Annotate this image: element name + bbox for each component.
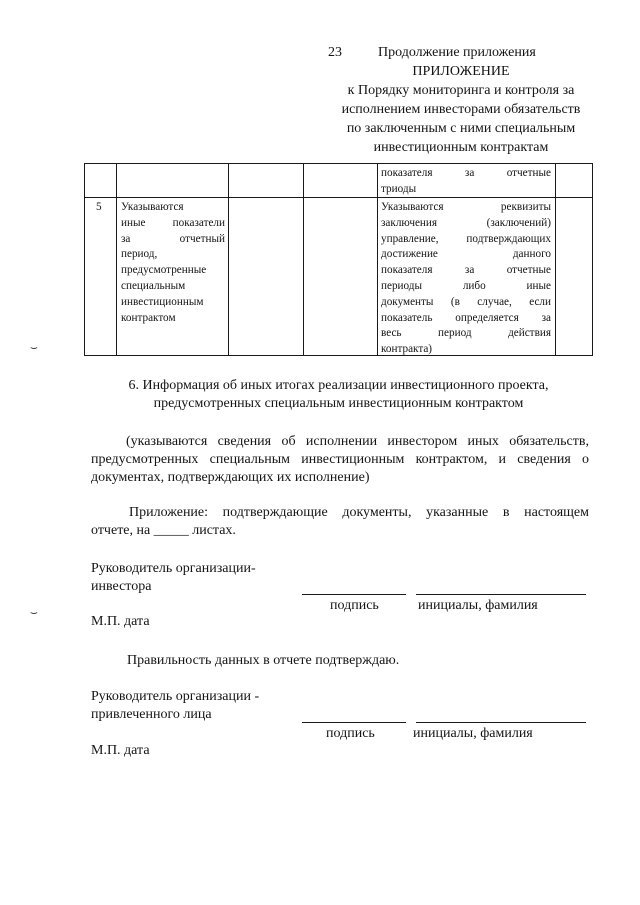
continuation-label: Продолжение приложения (378, 45, 536, 60)
cell-line: контрактом (121, 311, 176, 324)
table-rule (377, 163, 378, 356)
cell-line: управление, подтверждающих (381, 232, 551, 245)
signer-role: инвестора (91, 579, 152, 594)
table-rule (116, 163, 117, 356)
header-line: к Порядку мониторинга и контроля за (347, 83, 575, 98)
stamp-date: М.П. дата (91, 614, 150, 629)
signature-caption: подпись (330, 598, 379, 613)
name-line (416, 722, 586, 723)
instruction-text: документах, подтверждающих их исполнение) (91, 470, 370, 485)
header-line: по заключенным с ними специальным (346, 121, 576, 136)
signer-role: Руководитель организации- (91, 561, 256, 576)
signature-line (302, 722, 406, 723)
table-rule (303, 163, 304, 356)
table-cell-continued (381, 166, 551, 198)
signer-role: привлеченного лица (91, 707, 212, 722)
cell-line: иные показатели (121, 216, 225, 229)
cell-line: специальным (121, 279, 186, 292)
cell-line: весь период действия (381, 327, 551, 340)
appendix-title: ПРИЛОЖЕНИЕ (412, 64, 510, 79)
section-heading: предусмотренных специальным инвестиционным контрактом (153, 396, 524, 411)
cell-line: Указываются реквизиты (381, 201, 551, 213)
table-rule (84, 163, 85, 356)
signature-line (302, 594, 406, 595)
table-rule (555, 163, 556, 356)
cell-line: показателя за отчетные (381, 167, 551, 179)
cell-line: предусмотренные (121, 264, 207, 277)
row-number: 5 (96, 201, 102, 213)
cell-line: триоды (381, 182, 417, 195)
name-caption: инициалы, фамилия (418, 598, 538, 613)
stamp-date: М.П. дата (91, 743, 150, 758)
cell-line: показатель определяется за (381, 311, 551, 324)
signer-role: Руководитель организации - (91, 689, 260, 704)
cell-line: за отчетный (121, 232, 225, 245)
cell-line: период, (121, 248, 158, 261)
indicator-description-cell (121, 200, 225, 326)
section-heading: 6. Информация об иных итогах реализации инвестиционного проекта, (128, 378, 549, 393)
cell-line: контракта) (381, 343, 433, 356)
table-rule (228, 163, 229, 356)
margin-mark: ⌣ (30, 605, 38, 619)
cell-line: Указываются (121, 201, 184, 213)
signature-caption: подпись (326, 726, 375, 741)
instruction-text: (указываются сведения об исполнении инвестором иных обязательств, (126, 434, 589, 449)
confirmation-text: Правильность данных в отчете подтверждаю. (127, 653, 400, 668)
cell-line: показателя за отчетные (381, 264, 551, 277)
table-rule (84, 163, 593, 164)
cell-line: инвестиционным (121, 295, 204, 308)
name-caption: инициалы, фамилия (413, 726, 533, 741)
table-rule (592, 163, 593, 356)
header-line: исполнением инвесторами обязательств (341, 102, 581, 117)
supporting-documents-cell (381, 200, 551, 358)
cell-line: заключения (заключений) (381, 216, 551, 229)
appendix-note: отчете, на _____ листах. (91, 523, 236, 538)
cell-line: периоды либо иные (381, 279, 551, 292)
cell-line: достижение данного (381, 248, 551, 261)
appendix-note: Приложение: подтверждающие документы, указанные в настоящем (129, 505, 589, 520)
margin-mark: ⌣ (30, 340, 38, 354)
cell-line: документы (в случае, если (381, 295, 551, 308)
instruction-text: предусмотренных специальным инвестиционным контрактом, и сведения о (91, 452, 589, 467)
page-number: 23 (328, 45, 342, 60)
header-line: инвестиционным контрактам (373, 140, 549, 155)
report-table (84, 163, 593, 356)
name-line (416, 594, 586, 595)
